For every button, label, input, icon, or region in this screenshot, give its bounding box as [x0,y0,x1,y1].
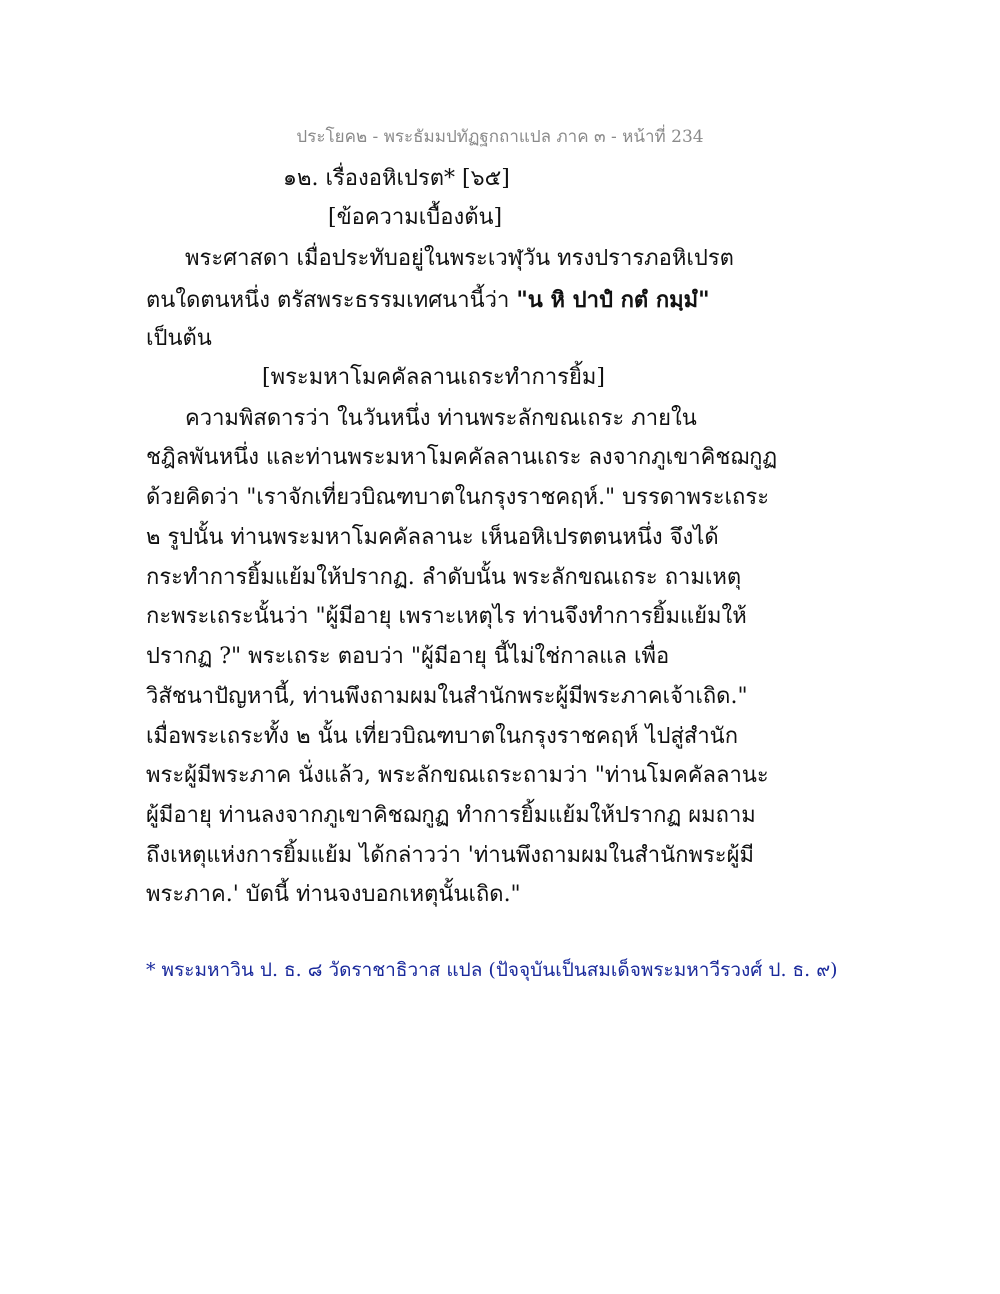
paragraph-line: พระผู้มีพระภาค นั่งแล้ว, พระลักขณเถระถามว่า "ท่านโมคคัลลานะ [146,763,769,788]
story-title: ๑๒. เรื่องอหิเปรต* [๖๕] [283,166,510,191]
section-heading: [พระมหาโมคคัลลานเถระทำการยิ้ม] [262,365,605,390]
paragraph-line: ถึงเหตุแห่งการยิ้มแย้ม ได้กล่าวว่า 'ท่านพึงถามผมในสำนักพระผู้มี [146,843,755,868]
paragraph-line [146,282,710,317]
paragraph-line: ผู้มีอายุ ท่านลงจากภูเขาคิชฌกูฏ ทำการยิ้มแย้มให้ปรากฏ ผมถาม [146,803,756,828]
paragraph-line: กระทำการยิ้มแย้มให้ปรากฏ. ลำดับนั้น พระลักขณเถระ ถามเหตุ [146,565,742,590]
running-header: ประโยค๒ - พระธัมมปทัฏฐกถาแปล ภาค ๓ - หน้าที่ 234 [296,127,704,147]
paragraph-line-text: ตนใดตนหนึ่ง ตรัสพระธรรมเทศนานี้ว่า [146,288,517,313]
opening-heading: [ข้อความเบื้องต้น] [328,205,503,230]
paragraph-line: เป็นต้น [146,326,212,351]
paragraph-line: ปรากฏ ?" พระเถระ ตอบว่า "ผู้มีอายุ นี้ไม่ใช่กาลแล เพื่อ [146,644,670,669]
paragraph-line: ด้วยคิดว่า "เราจักเที่ยวบิณฑบาตในกรุงราชคฤห์." บรรดาพระเถระ [146,485,770,510]
paragraph-line: ๒ รูปนั้น ท่านพระมหาโมคคัลลานะ เห็นอหิเปรตตนหนึ่ง จึงได้ [146,525,719,550]
footnote: * พระมหาวิน ป. ธ. ๘ วัดราชาธิวาส แปล (ปัจจุบันเป็นสมเด็จพระมหาวีรวงศ์ ป. ธ. ๙) [146,959,838,981]
paragraph-line: พระศาสดา เมื่อประทับอยู่ในพระเวฬุวัน ทรงปรารภอหิเปรต [185,246,734,271]
paragraph-line: เมื่อพระเถระทั้ง ๒ นั้น เที่ยวบิณฑบาตในกรุงราชคฤห์ ไปสู่สำนัก [146,724,739,749]
paragraph-line: ชฎิลพันหนึ่ง และท่านพระมหาโมคคัลลานเถระ ลงจากภูเขาคิชฌกูฏ [146,445,778,470]
paragraph-line: พระภาค.' บัดนี้ ท่านจงบอกเหตุนั้นเถิด." [146,882,521,907]
paragraph-line: วิสัชนาปัญหานี้, ท่านพึงถามผมในสำนักพระผู้มีพระภาคเจ้าเถิด." [146,684,748,709]
paragraph-line: ความพิสดารว่า ในวันหนึ่ง ท่านพระลักขณเถระ ภายใน [185,406,697,431]
paragraph-line: กะพระเถระนั้นว่า "ผู้มีอายุ เพราะเหตุไร ท่านจึงทำการยิ้มแย้มให้ [146,604,747,629]
pali-quote: "น หิ ปาปํ กตํ กมฺมํ" [516,287,710,313]
